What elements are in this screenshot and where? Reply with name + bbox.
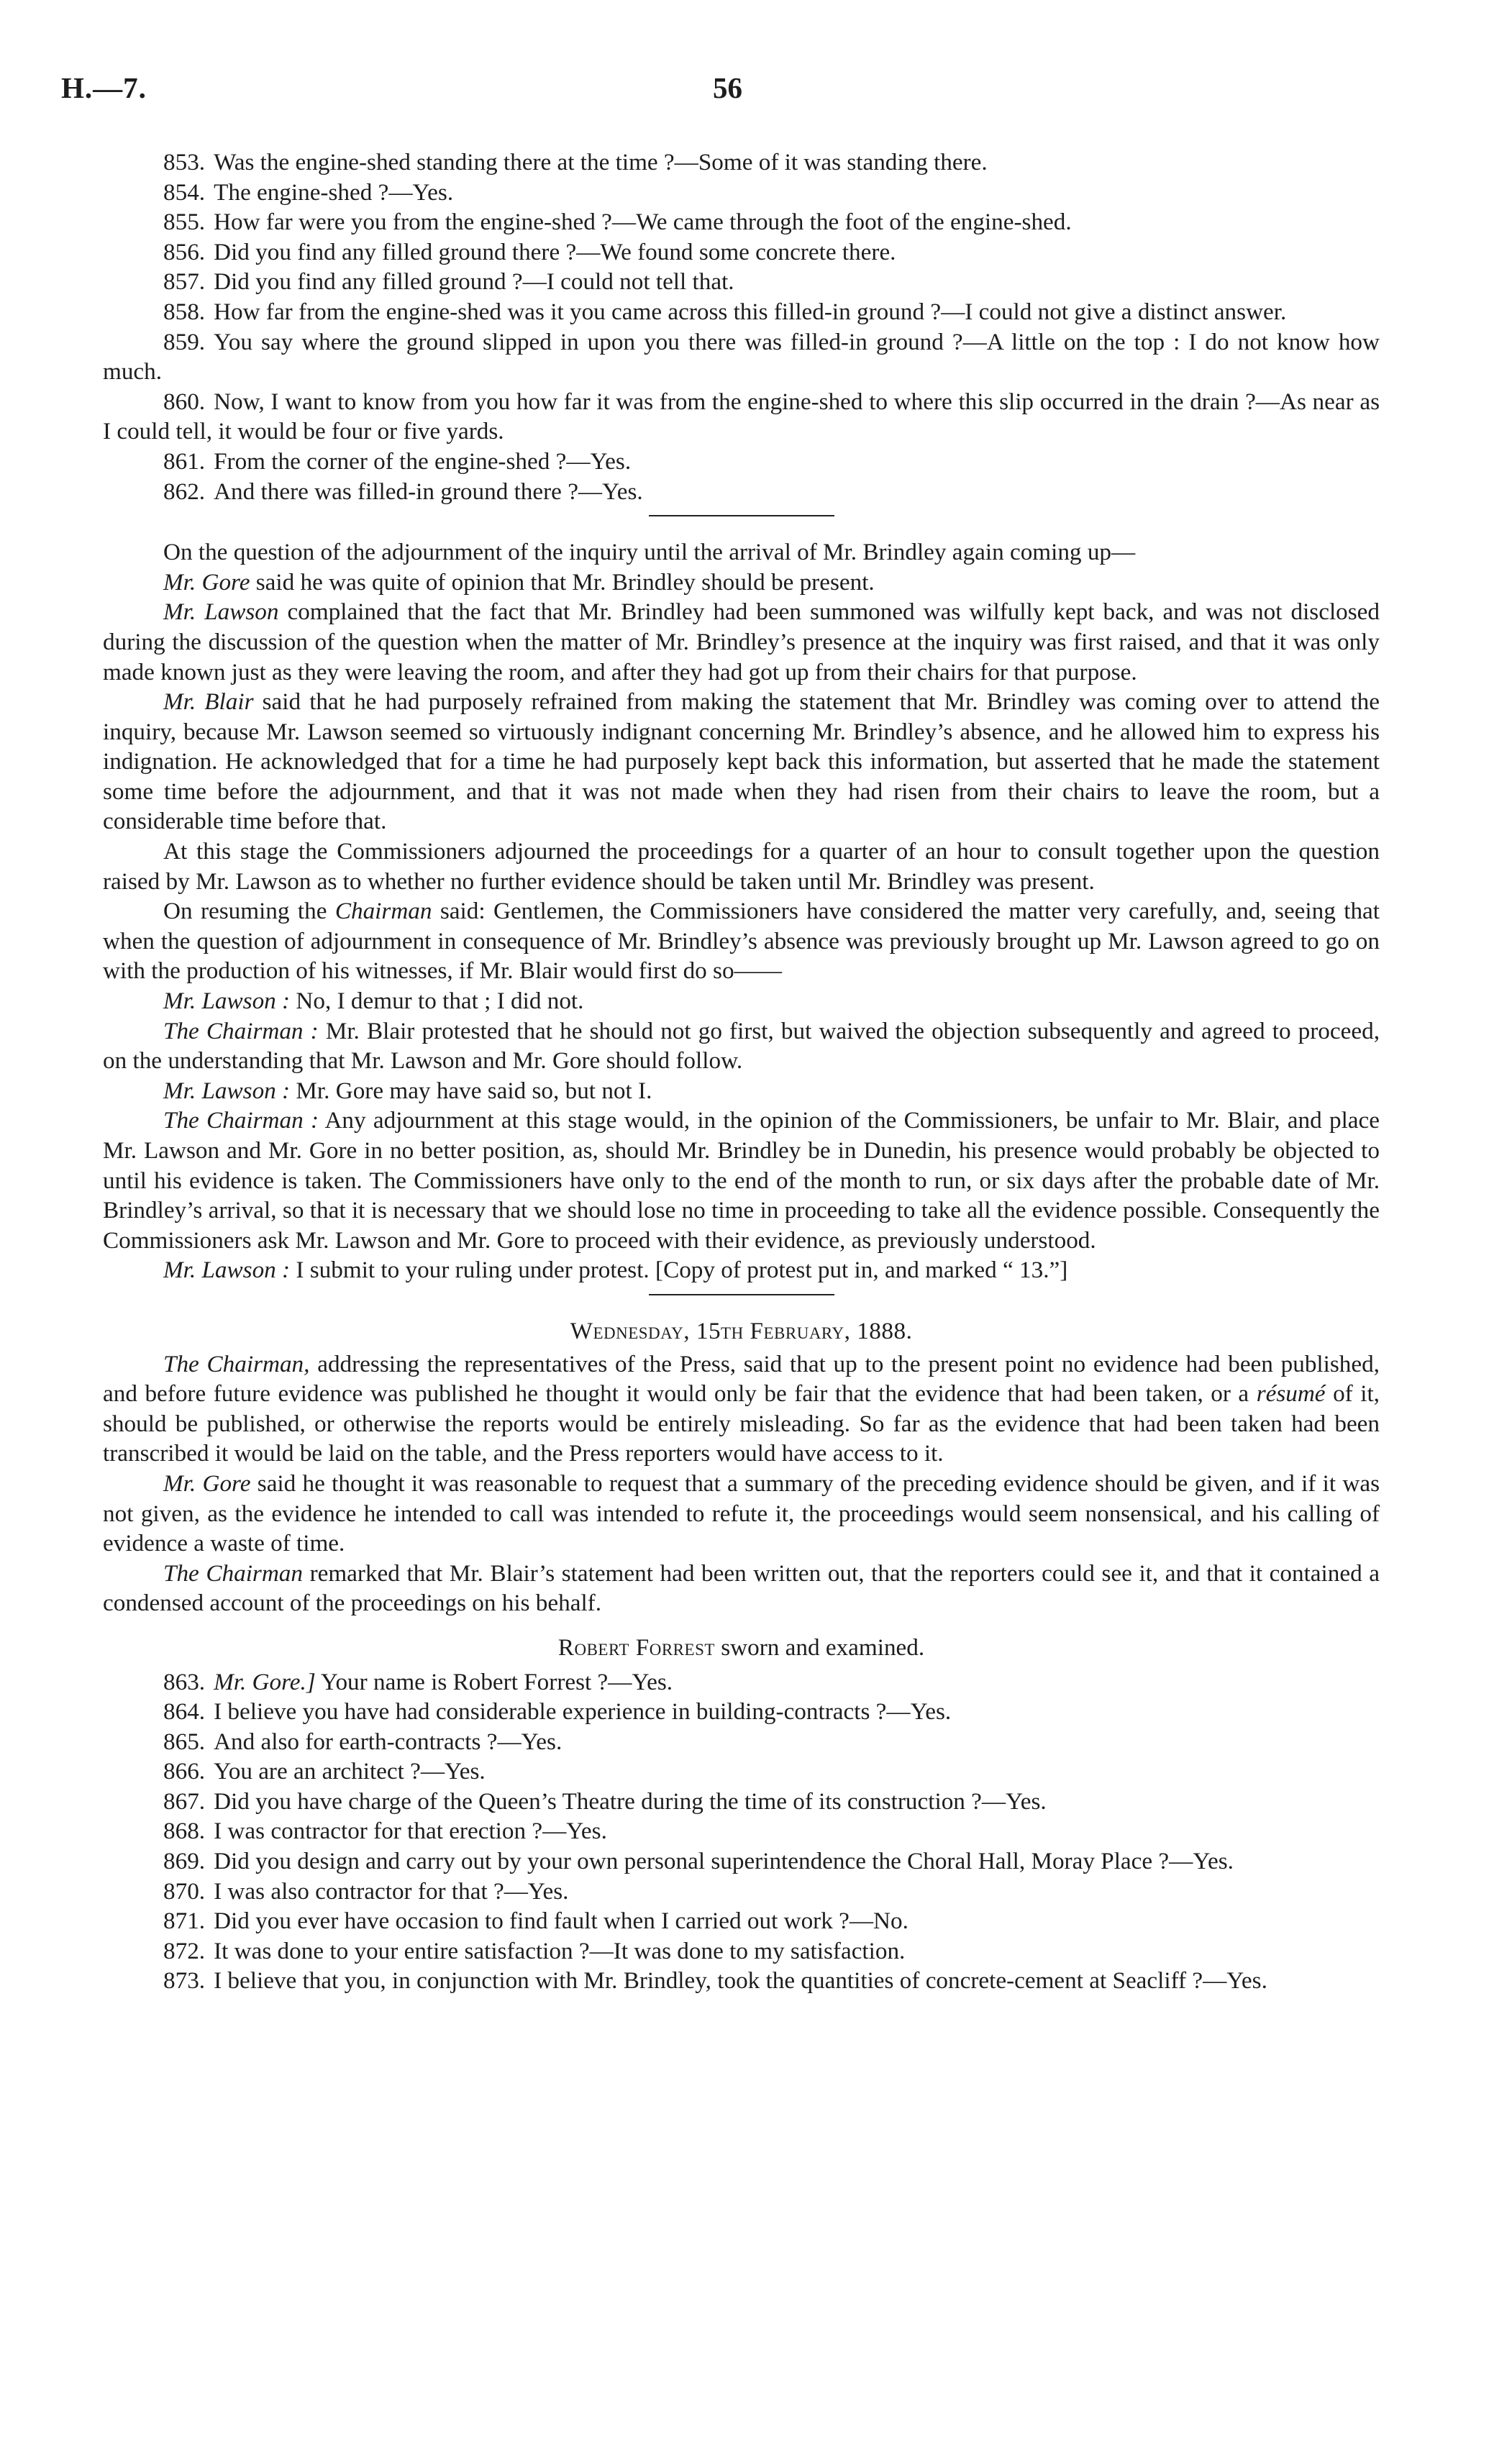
- paragraph: At this stage the Commissioners adjourned the proceedings for a quarter of an hour to consult together upon the question raised by Mr. Lawson as to whether no further evidence should be taken until Mr. Brindley was present.: [103, 838, 1380, 895]
- qa-item: 873. I believe that you, in conjunction with Mr. Brindley, took the quantities of concrete-cement at Seacliff ?—Yes.: [163, 1967, 1267, 1995]
- paragraph: Mr. Gore said he thought it was reasonable to request that a summary of the preceding evidence should be given, and if it was not given, as the evidence he intended to call was intended to refute it, the proceedings would seem nonsensical, and his calling of evidence a waste of time.: [103, 1469, 1380, 1557]
- qa-item: 862. And there was filled-in ground there ?—Yes.: [163, 478, 643, 505]
- paragraph: On resuming the Chairman said: Gentlemen, the Commissioners have considered the matter very carefully, and, seeing that when the question of adjournment in consequence of Mr. Brindley’s absence was previously brought up Mr. Lawson agreed to go on with the production of his witnesses, if Mr. Blair would first do so——: [103, 898, 1380, 985]
- adjournment-section: [103, 537, 1380, 1285]
- paragraph: The Chairman remarked that Mr. Blair’s statement had been written out, that the reporters could see it, and that it contained a condensed account of the proceedings on his behalf.: [103, 1559, 1380, 1617]
- paragraph: Mr. Lawson complained that the fact that Mr. Brindley had been summoned was wilfully kept back, and was not disclosed during the discussion of the question when the matter of Mr. Brindley’s presence at the inquiry was first raised, and that it was only made known just as they were leaving the room, and after they had got up from their chairs for that purpose.: [103, 598, 1380, 685]
- qa-item: 865. And also for earth-contracts ?—Yes.: [163, 1728, 563, 1755]
- qa-item: 853. Was the engine-shed standing there at the time ?—Some of it was standing there.: [163, 149, 988, 176]
- qa-item: 872. It was done to your entire satisfaction ?—It was done to my satisfaction.: [163, 1937, 906, 1964]
- qa-block-1: [103, 147, 1380, 506]
- qa-item: 867. Did you have charge of the Queen’s Theatre during the time of its construction ?—Yes.: [163, 1787, 1047, 1815]
- qa-item: 860. Now, I want to know from you how far it was from the engine-shed to where this slip occurred in the drain ?—As near as I could tell, it would be four or five yards.: [103, 388, 1380, 445]
- qa-item: 854. The engine-shed ?—Yes.: [163, 178, 454, 206]
- paragraph: The Chairman : Any adjournment at this stage would, in the opinion of the Commissioners, be unfair to Mr. Blair, and place Mr. Lawson and Mr. Gore in no better position, as, should Mr. Brindley be in Dunedin, his presence would probably be objected to until his evidence is taken. The Commissioners have only to the end of the month to run, or six days after the probable date of Mr. Brindley’s arrival, so that it is necessary that we should lose no time in proceeding to take all the evidence possible. Consequently the Commissioners ask Mr. Lawson and Mr. Gore to proceed with their evidence, as previously understood.: [103, 1107, 1380, 1254]
- paragraph: Mr. Lawson : No, I demur to that ; I did not.: [163, 988, 584, 1015]
- paragraph: Mr. Gore said he was quite of opinion that Mr. Brindley should be present.: [163, 568, 875, 596]
- qa-item: 870. I was also contractor for that ?—Yes.: [163, 1877, 569, 1905]
- page-header: [61, 73, 1404, 109]
- date-heading: Wednesday, 15th February, 1888.: [570, 1317, 913, 1344]
- report-code: H.—7.: [61, 71, 147, 104]
- qa-item: 869. Did you design and carry out by your own personal superintendence the Choral Hall, Moray Place ?—Yes.: [163, 1848, 1234, 1875]
- qa-item: 857. Did you find any filled ground ?—I could not tell that.: [163, 268, 734, 296]
- paragraph: Mr. Blair said that he had purposely refrained from making the statement that Mr. Brindley was coming over to attend the inquiry, because Mr. Lawson seemed so virtuously indignant concerning Mr. Brindley’s absence, and he allowed him to express his indignation. He acknowledged that for a time he had purposely kept back this information, but asserted that he made the statement some time before the adjournment, and that it was not made when they had risen from their chairs to leave the room, but a considerable time before that.: [103, 688, 1380, 835]
- paragraph: Mr. Lawson : I submit to your ruling under protest. [Copy of protest put in, and marked “ 13.”]: [163, 1257, 1068, 1284]
- qa-item: 868. I was contractor for that erection ?—Yes.: [163, 1818, 607, 1845]
- paragraph: On the question of the adjournment of the inquiry until the arrival of Mr. Brindley again coming up—: [163, 539, 1136, 566]
- press-section: [103, 1349, 1380, 1618]
- qa-item: 863. Mr. Gore.] Your name is Robert Forrest ?—Yes.: [163, 1668, 673, 1695]
- paragraph: The Chairman, addressing the representatives of the Press, said that up to the present point no evidence had been published, and before future evidence was published he thought it would only be fair that the evidence that had been taken, or a résumé of it, should be published, or otherwise the reports would be entirely misleading. So far as the evidence that had been taken had been transcribed it would be laid on the table, and the Press reporters would have access to it.: [103, 1350, 1380, 1467]
- qa-item: 859. You say where the ground slipped in upon you there was filled-in ground ?—A little on the top : I do not know how much.: [103, 328, 1380, 386]
- paragraph: Mr. Lawson : Mr. Gore may have said so, but not I.: [163, 1077, 652, 1104]
- qa-item: 858. How far from the engine-shed was it you came across this filled-in ground ?—I could not give a distinct answer.: [163, 298, 1287, 325]
- qa-item: 871. Did you ever have occasion to find fault when I carried out work ?—No.: [163, 1908, 908, 1935]
- section-divider: [649, 515, 834, 516]
- page-body: [103, 147, 1380, 1996]
- paragraph: The Chairman : Mr. Blair protested that he should not go first, but waived the objection subsequently and agreed to proceed, on the understanding that Mr. Lawson and Mr. Gore should follow.: [103, 1017, 1380, 1075]
- page-number: 56: [713, 71, 742, 104]
- qa-item: 864. I believe you have had considerable experience in building-contracts ?—Yes.: [163, 1698, 952, 1726]
- witness-heading: Robert Forrest sworn and examined.: [557, 1633, 925, 1661]
- qa-item: 855. How far were you from the engine-shed ?—We came through the foot of the engine-shed.: [163, 209, 1072, 236]
- qa-item: 856. Did you find any filled ground there ?—We found some concrete there.: [163, 238, 896, 265]
- qa-block-2: [103, 1667, 1380, 1997]
- qa-item: 866. You are an architect ?—Yes.: [163, 1758, 486, 1785]
- section-divider: [649, 1294, 834, 1295]
- qa-item: 861. From the corner of the engine-shed ?—Yes.: [163, 447, 632, 475]
